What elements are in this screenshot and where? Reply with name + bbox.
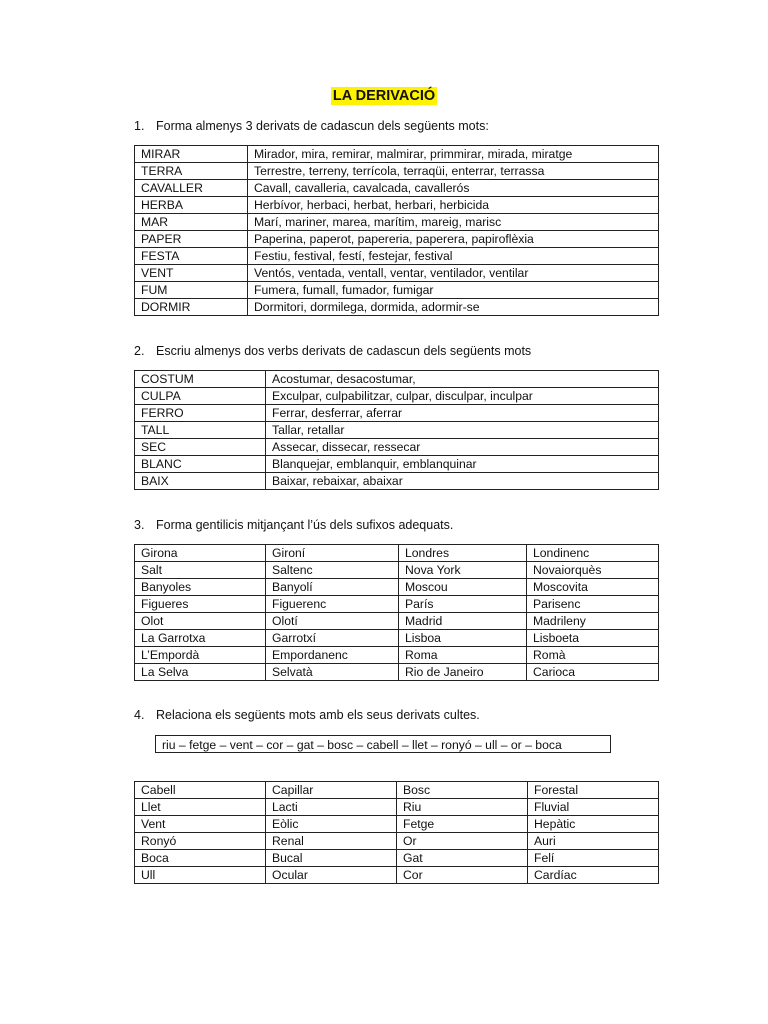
table-cell: Saltenc — [266, 562, 399, 579]
table-cell: Novaiorquès — [527, 562, 659, 579]
table-cell: TERRA — [135, 163, 248, 180]
table-cell: Lacti — [266, 799, 397, 816]
table-cell: Terrestre, terreny, terrícola, terraqüi, enterrar, terrassa — [248, 163, 659, 180]
table-row — [135, 833, 659, 850]
table-row — [135, 405, 659, 422]
table-cell: Acostumar, desacostumar, — [266, 371, 659, 388]
table-cell: Blanquejar, emblanquir, emblanquinar — [266, 456, 659, 473]
table-cell: Capillar — [266, 782, 397, 799]
table-cell: Romà — [527, 647, 659, 664]
table-row — [135, 439, 659, 456]
table-row — [135, 248, 659, 265]
table-row — [135, 664, 659, 681]
table-cell: Carioca — [527, 664, 659, 681]
table-cell: Olot — [135, 613, 266, 630]
table-cell: Vent — [135, 816, 266, 833]
table-cell: París — [399, 596, 527, 613]
table-row — [135, 456, 659, 473]
table-cell: Renal — [266, 833, 397, 850]
table-cell: La Garrotxa — [135, 630, 266, 647]
table-cell: COSTUM — [135, 371, 266, 388]
question-3: 3. Forma gentilicis mitjançant l’ús dels sufixos adequats. — [134, 518, 454, 532]
table-cell: Empordanenc — [266, 647, 399, 664]
table-row — [135, 867, 659, 884]
table-cell: Moscou — [399, 579, 527, 596]
table-cell: Eòlic — [266, 816, 397, 833]
table-cell: Tallar, retallar — [266, 422, 659, 439]
table-cell: L’Empordà — [135, 647, 266, 664]
table-row — [135, 146, 659, 163]
table-cell: Llet — [135, 799, 266, 816]
table-cell: Cavall, cavalleria, cavalcada, cavallerós — [248, 180, 659, 197]
table-cell: Boca — [135, 850, 266, 867]
table-row — [135, 422, 659, 439]
page-title: LA DERIVACIÓ — [332, 88, 436, 104]
table-cell: Herbívor, herbaci, herbat, herbari, herbicida — [248, 197, 659, 214]
table-cell: Gironí — [266, 545, 399, 562]
table-cell: Girona — [135, 545, 266, 562]
table-cell: FESTA — [135, 248, 248, 265]
table-row — [135, 579, 659, 596]
table-cell: MIRAR — [135, 146, 248, 163]
table-cell: Fumera, fumall, fumador, fumigar — [248, 282, 659, 299]
table-verbs — [134, 370, 659, 490]
table-row — [135, 371, 659, 388]
table-cell: Olotí — [266, 613, 399, 630]
table-cell: VENT — [135, 265, 248, 282]
table-cell: Mirador, mira, remirar, malmirar, primmirar, mirada, miratge — [248, 146, 659, 163]
table-gentilicis — [134, 544, 659, 681]
table-row — [135, 265, 659, 282]
table-cell: Selvatà — [266, 664, 399, 681]
table-row — [135, 388, 659, 405]
table-cell: Figuerenc — [266, 596, 399, 613]
table-row — [135, 562, 659, 579]
table-cell: Cor — [397, 867, 528, 884]
table-cell: Cardíac — [528, 867, 659, 884]
table-row — [135, 613, 659, 630]
table-cell: Ventós, ventada, ventall, ventar, ventilador, ventilar — [248, 265, 659, 282]
table-cell: Gat — [397, 850, 528, 867]
table-cell: Paperina, paperot, papereria, paperera, papiroflèxia — [248, 231, 659, 248]
table-cell: Lisboeta — [527, 630, 659, 647]
table-cell: Parisenc — [527, 596, 659, 613]
table-cell: Banyoles — [135, 579, 266, 596]
table-cell: BLANC — [135, 456, 266, 473]
table-cell: Cabell — [135, 782, 266, 799]
table-row — [135, 630, 659, 647]
table-cell: Baixar, rebaixar, abaixar — [266, 473, 659, 490]
table-cell: Salt — [135, 562, 266, 579]
table-row — [135, 850, 659, 867]
word-list-box: riu – fetge – vent – cor – gat – bosc – cabell – llet – ronyó – ull – or – boca — [155, 735, 611, 753]
question-1: 1. Forma almenys 3 derivats de cadascun dels següents mots: — [134, 119, 489, 133]
table-cell: Ronyó — [135, 833, 266, 850]
table-cell: BAIX — [135, 473, 266, 490]
table-cell: CAVALLER — [135, 180, 248, 197]
table-cell: Ferrar, desferrar, aferrar — [266, 405, 659, 422]
table-row — [135, 231, 659, 248]
table-cell: Bucal — [266, 850, 397, 867]
table-cell: Felí — [528, 850, 659, 867]
table-cell: Madrid — [399, 613, 527, 630]
table-row — [135, 473, 659, 490]
table-row — [135, 799, 659, 816]
table-cell: PAPER — [135, 231, 248, 248]
table-cell: Dormitori, dormilega, dormida, adormir-se — [248, 299, 659, 316]
table-cell: Fetge — [397, 816, 528, 833]
table-cell: Rio de Janeiro — [399, 664, 527, 681]
table-row — [135, 163, 659, 180]
table-cell: La Selva — [135, 664, 266, 681]
table-cell: Banyolí — [266, 579, 399, 596]
table-row — [135, 647, 659, 664]
table-cell: Moscovita — [527, 579, 659, 596]
table-row — [135, 214, 659, 231]
table-cell: Lisboa — [399, 630, 527, 647]
table-cell: Londres — [399, 545, 527, 562]
table-row — [135, 545, 659, 562]
table-cell: HERBA — [135, 197, 248, 214]
table-cell: Fluvial — [528, 799, 659, 816]
table-row — [135, 282, 659, 299]
table-row — [135, 299, 659, 316]
table-cell: TALL — [135, 422, 266, 439]
table-cell: FERRO — [135, 405, 266, 422]
table-derivats — [134, 145, 659, 316]
table-cell: Nova York — [399, 562, 527, 579]
table-cell: MAR — [135, 214, 248, 231]
table-row — [135, 816, 659, 833]
table-cell: Bosc — [397, 782, 528, 799]
table-row — [135, 596, 659, 613]
table-cell: Marí, mariner, marea, marítim, mareig, marisc — [248, 214, 659, 231]
table-cell: Ocular — [266, 867, 397, 884]
table-cell: Assecar, dissecar, ressecar — [266, 439, 659, 456]
table-cell: Auri — [528, 833, 659, 850]
table-row — [135, 782, 659, 799]
table-cell: Or — [397, 833, 528, 850]
table-derivats-cultes — [134, 781, 659, 884]
table-cell: Figueres — [135, 596, 266, 613]
question-2: 2. Escriu almenys dos verbs derivats de cadascun dels següents mots — [134, 344, 532, 358]
question-4: 4. Relaciona els següents mots amb els seus derivats cultes. — [134, 708, 480, 722]
table-cell: CULPA — [135, 388, 266, 405]
table-row — [135, 180, 659, 197]
table-cell: Riu — [397, 799, 528, 816]
table-cell: SEC — [135, 439, 266, 456]
table-cell: Exculpar, culpabilitzar, culpar, disculpar, inculpar — [266, 388, 659, 405]
table-cell: Londinenc — [527, 545, 659, 562]
table-cell: Ull — [135, 867, 266, 884]
table-cell: Garrotxí — [266, 630, 399, 647]
table-row — [135, 197, 659, 214]
table-cell: Roma — [399, 647, 527, 664]
table-cell: Forestal — [528, 782, 659, 799]
table-cell: Festiu, festival, festí, festejar, festival — [248, 248, 659, 265]
table-cell: Hepàtic — [528, 816, 659, 833]
table-cell: Madrileny — [527, 613, 659, 630]
table-cell: FUM — [135, 282, 248, 299]
table-cell: DORMIR — [135, 299, 248, 316]
